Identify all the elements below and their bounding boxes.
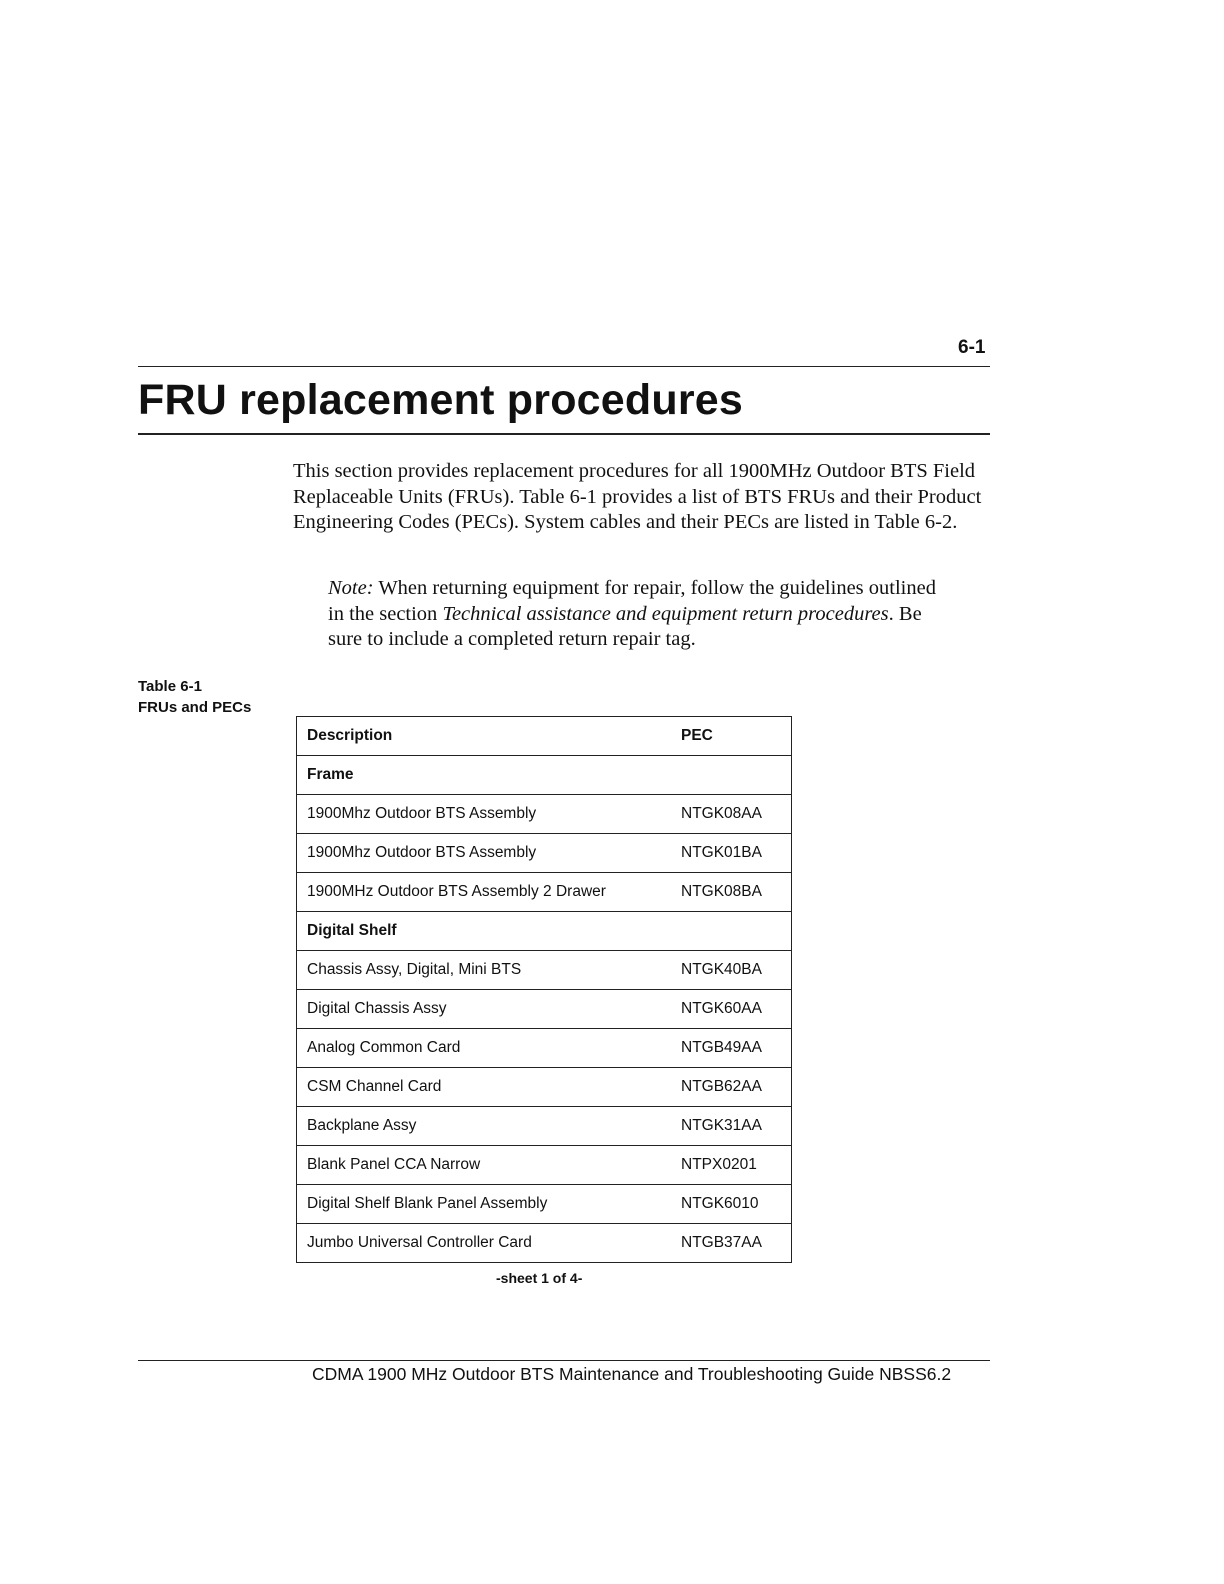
table-row xyxy=(297,1224,792,1263)
row-pec xyxy=(671,912,792,951)
row-description: CSM Channel Card xyxy=(297,1068,672,1107)
footer-text: CDMA 1900 MHz Outdoor BTS Maintenance and Troubleshooting Guide NBSS6.2 xyxy=(312,1364,952,1384)
row-pec: NTGK60AA xyxy=(671,990,792,1029)
table-section-row xyxy=(297,756,792,795)
note-label: Note: xyxy=(328,577,374,599)
row-description: 1900Mhz Outdoor BTS Assembly xyxy=(297,795,672,834)
sheet-label: -sheet 1 of 4- xyxy=(496,1270,583,1286)
row-pec: NTGB49AA xyxy=(671,1029,792,1068)
table-row xyxy=(297,1068,792,1107)
header-pec: PEC xyxy=(671,717,792,756)
table-number: Table 6-1 xyxy=(138,678,202,695)
table-row xyxy=(297,990,792,1029)
header-description: Description xyxy=(297,717,672,756)
row-description: Digital Chassis Assy xyxy=(297,990,672,1029)
table-row xyxy=(297,951,792,990)
footer-rule xyxy=(138,1360,990,1361)
row-pec: NTGK08BA xyxy=(671,873,792,912)
row-pec: NTGB62AA xyxy=(671,1068,792,1107)
row-description: Jumbo Universal Controller Card xyxy=(297,1224,672,1263)
note-text-before: When returning equipment for repair, follow the guidelines outlined in the section xyxy=(328,577,936,625)
row-pec: NTGK6010 xyxy=(671,1185,792,1224)
chapter-title: FRU replacement procedures xyxy=(138,376,743,424)
note-block xyxy=(328,576,948,653)
row-description: Blank Panel CCA Narrow xyxy=(297,1146,672,1185)
page-number: 6-1 xyxy=(958,337,986,358)
row-description: Digital Shelf Blank Panel Assembly xyxy=(297,1185,672,1224)
note-text-after: . Be sure to include a completed return repair tag. xyxy=(328,602,922,650)
table-row xyxy=(297,1029,792,1068)
row-pec: NTGK31AA xyxy=(671,1107,792,1146)
row-pec: NTGB37AA xyxy=(671,1224,792,1263)
title-rule xyxy=(138,433,990,435)
table-row xyxy=(297,795,792,834)
table-header-row xyxy=(297,717,792,756)
table-row xyxy=(297,873,792,912)
row-description: Analog Common Card xyxy=(297,1029,672,1068)
table-section-row xyxy=(297,912,792,951)
row-pec: NTGK01BA xyxy=(671,834,792,873)
table-title: FRUs and PECs xyxy=(138,699,252,716)
row-pec: NTPX0201 xyxy=(671,1146,792,1185)
row-description: Backplane Assy xyxy=(297,1107,672,1146)
table-row xyxy=(297,1107,792,1146)
row-description: Frame xyxy=(297,756,672,795)
row-description: 1900Mhz Outdoor BTS Assembly xyxy=(297,834,672,873)
row-description: Digital Shelf xyxy=(297,912,672,951)
table-caption xyxy=(138,676,251,718)
header-rule xyxy=(138,366,990,367)
row-description: Chassis Assy, Digital, Mini BTS xyxy=(297,951,672,990)
intro-paragraph: This section provides replacement procedures for all 1900MHz Outdoor BTS Field Replaceable Units (FRUs). Table 6-1 provides a list of BTS FRUs and their Product Engineering Codes (PECs). System cables and their PECs are listed in Table 6-2. xyxy=(293,460,982,533)
fru-table xyxy=(296,716,792,1263)
row-pec: NTGK08AA xyxy=(671,795,792,834)
row-pec: NTGK40BA xyxy=(671,951,792,990)
table-row xyxy=(297,1146,792,1185)
row-description: 1900MHz Outdoor BTS Assembly 2 Drawer xyxy=(297,873,672,912)
note-reference: Technical assistance and equipment return procedures xyxy=(442,602,889,625)
row-pec xyxy=(671,756,792,795)
table-row xyxy=(297,834,792,873)
table-row xyxy=(297,1185,792,1224)
